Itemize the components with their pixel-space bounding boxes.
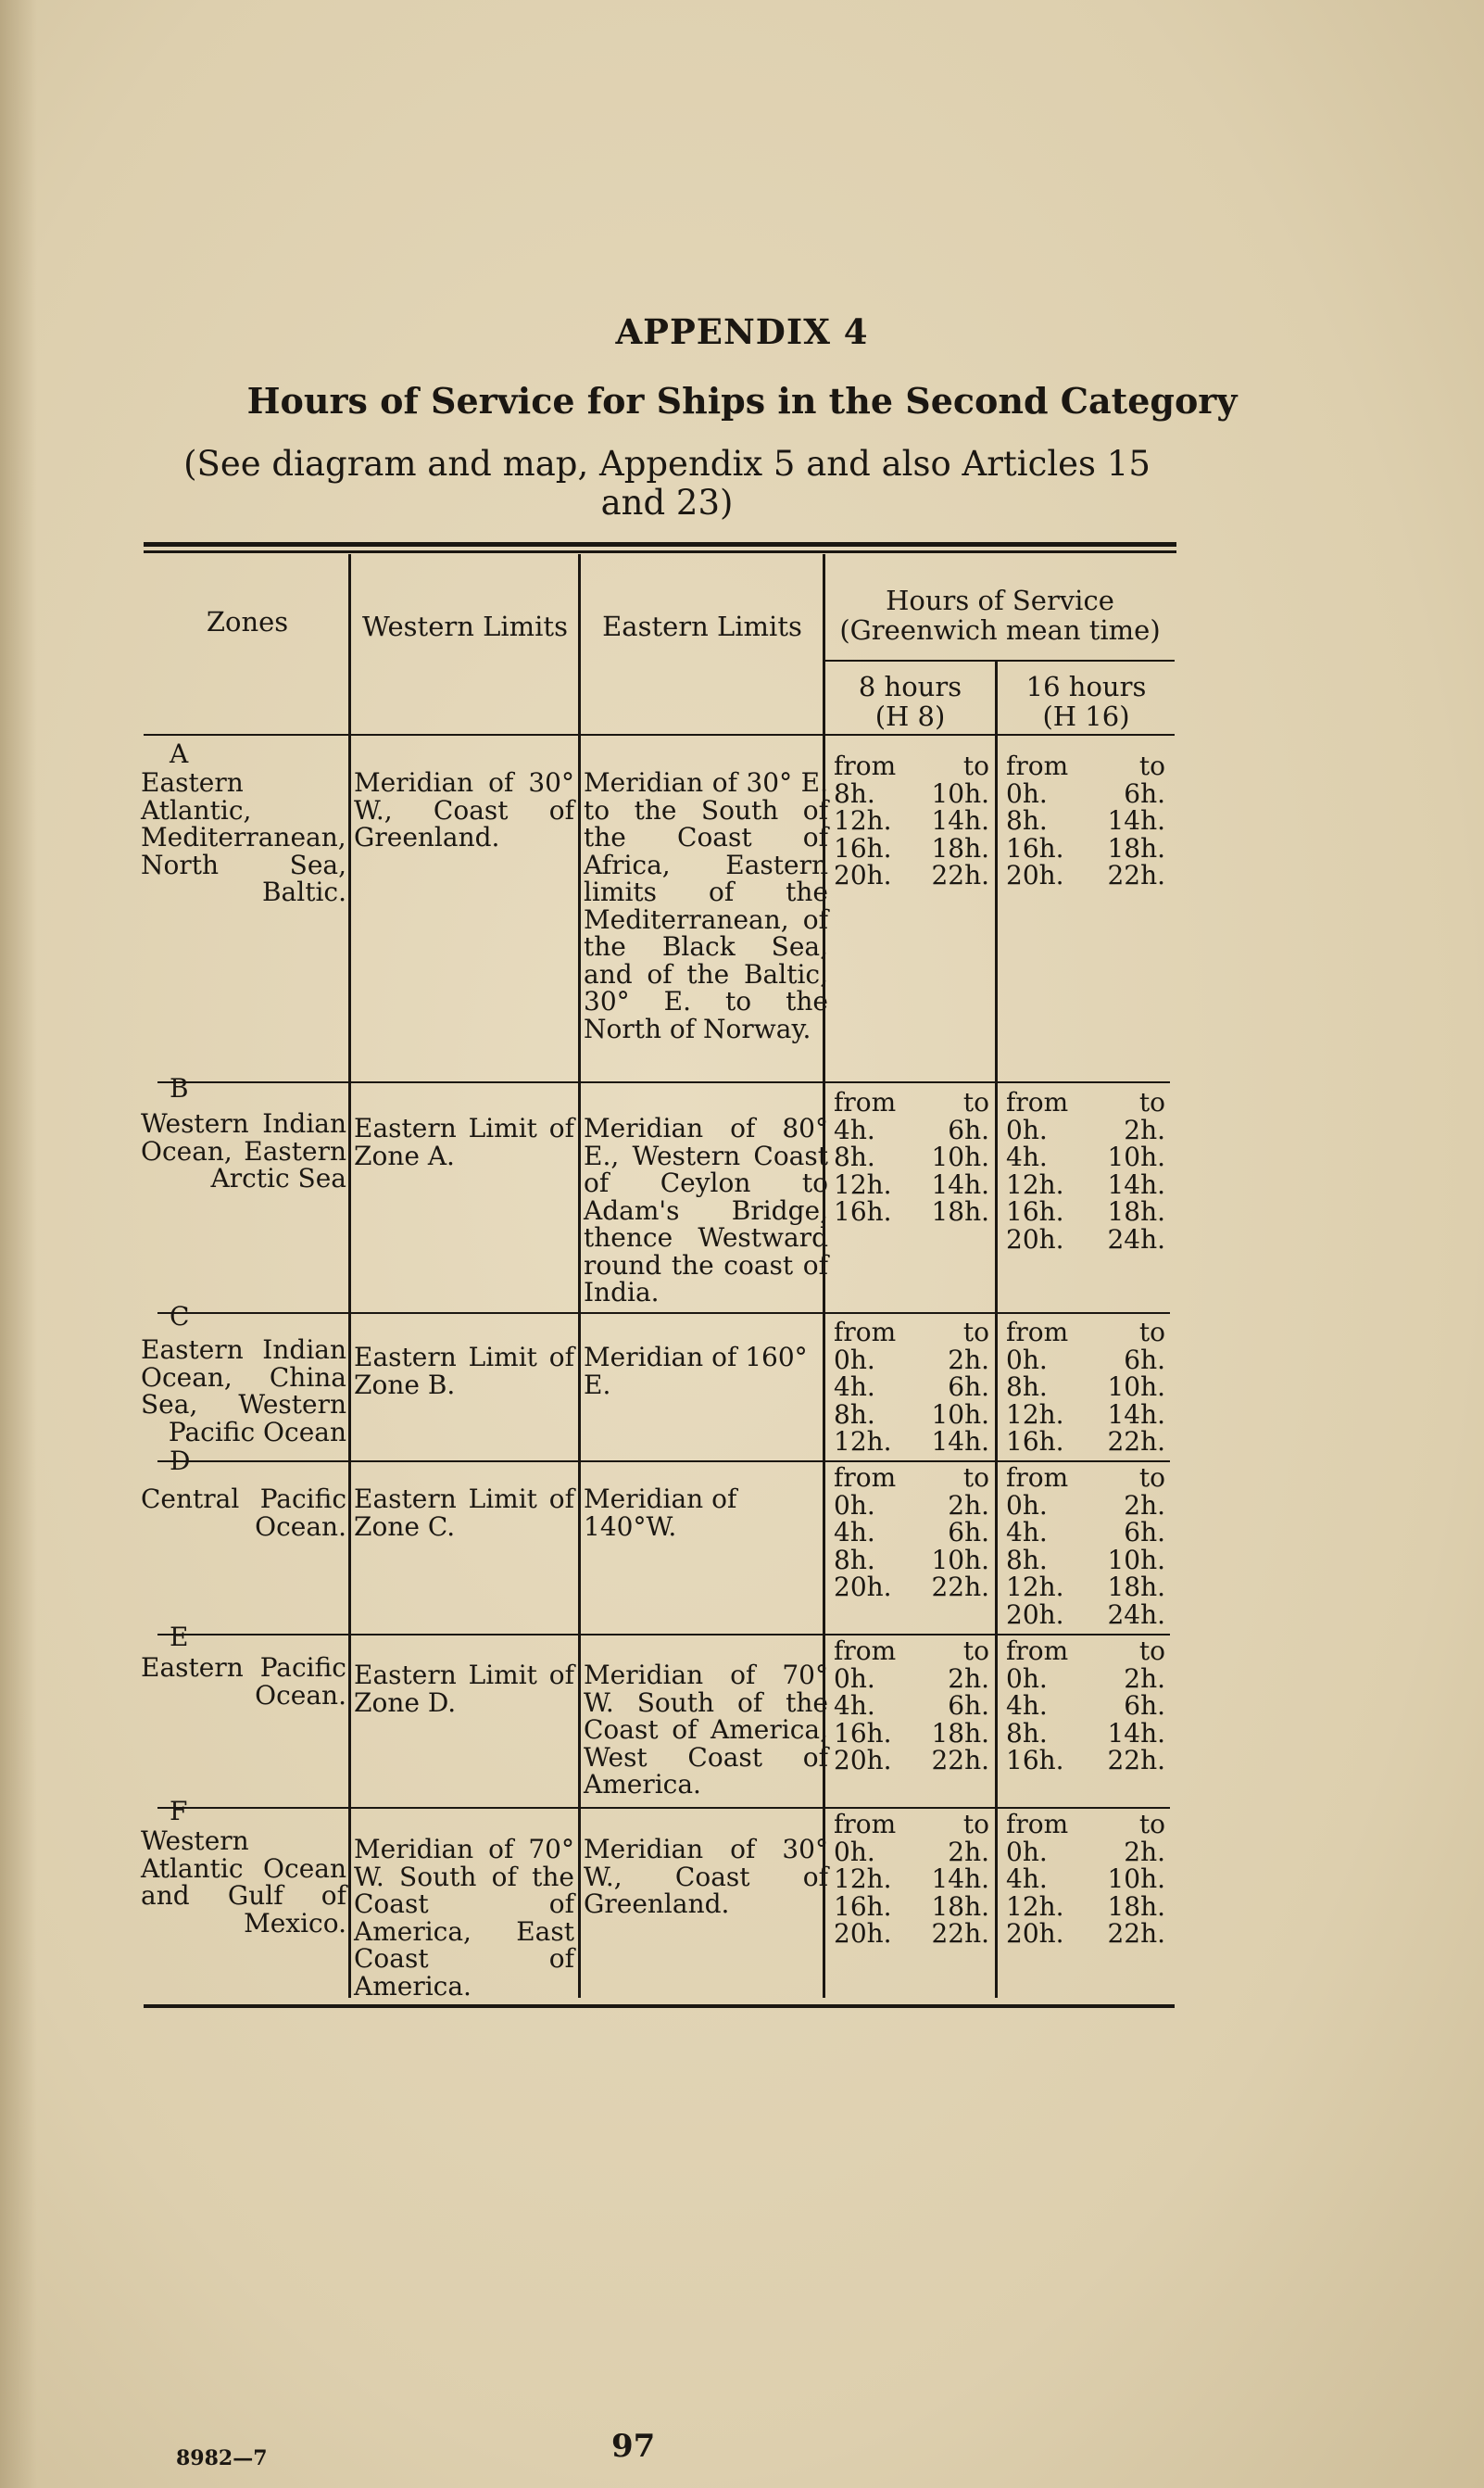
- hour-to: 22h.: [931, 1745, 989, 1775]
- hour-to: 14h.: [931, 805, 989, 836]
- eastern-limit: Meridian of 70° W. South of the Coast of America, West Coast of America.: [584, 1660, 828, 1800]
- table-caption: Hours of Service for Ships in the Second Category: [246, 380, 1238, 422]
- hours-16: [1006, 1464, 1165, 1628]
- hour-range: [1006, 1692, 1165, 1720]
- hour-to: 10h.: [1107, 1544, 1165, 1575]
- zone-name: Eastern Pacific Ocean.: [141, 1652, 346, 1711]
- header-16-hours-line-2: (H 16): [1042, 701, 1130, 732]
- to-label: to: [1138, 1317, 1165, 1347]
- hour-from: 16h.: [834, 1196, 892, 1227]
- zone-letter: F: [170, 1796, 188, 1826]
- zone-name: Western Indian Ocean, Eastern Arctic Sea: [141, 1108, 346, 1193]
- to-label: to: [1138, 1087, 1165, 1118]
- hour-range: [1006, 1717, 1165, 1749]
- zone-name: Eastern Atlantic, Mediterranean, North Sea, Baltic.: [141, 767, 346, 907]
- hour-range: [1006, 1143, 1165, 1171]
- hour-range: [1006, 1398, 1165, 1430]
- to-label: to: [962, 1087, 989, 1118]
- hour-range: [1006, 1838, 1165, 1866]
- hour-from: 20h.: [834, 1918, 892, 1949]
- hour-from: 8h.: [1006, 805, 1048, 836]
- header-hours-line-2: (Greenwich mean time): [839, 614, 1161, 646]
- hour-from: 8h.: [1006, 1371, 1048, 1402]
- from-to-header: [834, 1319, 989, 1346]
- hours-16: [1006, 1319, 1165, 1456]
- from-label: from: [1006, 1462, 1069, 1493]
- hour-to: 6h.: [948, 1371, 989, 1402]
- hours-8: [834, 752, 989, 890]
- hour-to: 14h.: [931, 1426, 989, 1457]
- reference-note-line-2: and 23): [600, 483, 734, 523]
- hour-range: [834, 1920, 989, 1948]
- hour-range: [1006, 1373, 1165, 1401]
- from-label: from: [834, 1317, 897, 1347]
- hour-from: 4h.: [834, 1517, 875, 1547]
- header-16-hours: [998, 672, 1175, 731]
- header-16-hours-line-1: 16 hours: [1025, 671, 1147, 702]
- from-label: from: [1006, 751, 1069, 781]
- hour-from: 20h.: [834, 1572, 892, 1602]
- western-limit: Eastern Limit of Zone A.: [354, 1113, 574, 1171]
- hour-range: [1006, 832, 1165, 864]
- hour-from: 20h.: [1006, 1598, 1064, 1630]
- hour-range: [834, 862, 989, 890]
- hours-16: [1006, 1089, 1165, 1253]
- western-limit: Eastern Limit of Zone B.: [354, 1342, 574, 1400]
- hours-8: [834, 1319, 989, 1456]
- hour-from: 12h.: [1006, 1572, 1064, 1602]
- hour-from: 20h.: [834, 860, 892, 890]
- hour-range: [1006, 1519, 1165, 1547]
- to-label: to: [1138, 1809, 1165, 1839]
- hour-from: 4h.: [834, 1690, 875, 1721]
- eastern-limit: Meridian of 80° E., Western Coast of Ceylon to Adam's Bridge, thence Westward round the coast of India.: [584, 1113, 828, 1307]
- hour-range: [1006, 1223, 1165, 1255]
- hour-range: [834, 1143, 989, 1171]
- from-label: from: [834, 1809, 897, 1839]
- to-label: to: [962, 751, 989, 781]
- hour-range: [1006, 1114, 1165, 1145]
- hour-from: 0h.: [834, 1344, 875, 1375]
- hour-from: 12h.: [834, 1863, 892, 1894]
- hour-range: [1006, 1428, 1165, 1456]
- hour-from: 4h.: [834, 1114, 875, 1145]
- hour-to: 18h.: [931, 1890, 989, 1922]
- hour-to: 18h.: [1107, 1572, 1165, 1602]
- hour-to: 22h.: [931, 1572, 989, 1602]
- hour-range: [834, 1519, 989, 1547]
- hour-range: [834, 1428, 989, 1456]
- hour-to: 6h.: [1124, 1690, 1165, 1721]
- appendix-title: APPENDIX 4: [615, 311, 869, 352]
- hour-range: [1006, 1662, 1165, 1694]
- header-8-hours-line-2: (H 8): [874, 701, 946, 732]
- hour-from: 8h.: [834, 1544, 875, 1575]
- hour-range: [834, 1865, 989, 1893]
- hour-range: [834, 807, 989, 835]
- hour-to: 22h.: [931, 860, 989, 890]
- western-limit: Eastern Limit of Zone D.: [354, 1660, 574, 1718]
- hour-to: 10h.: [931, 777, 989, 809]
- to-label: to: [962, 1462, 989, 1493]
- hour-range: [834, 1398, 989, 1430]
- zone-name: Western Atlantic Ocean and Gulf of Mexico.: [141, 1825, 346, 1939]
- from-to-header: [1006, 1464, 1165, 1492]
- to-label: to: [1138, 1462, 1165, 1493]
- hour-range: [1006, 1920, 1165, 1948]
- hour-from: 16h.: [834, 1717, 892, 1749]
- hour-to: 10h.: [1107, 1863, 1165, 1894]
- header-western-limits: Western Limits: [362, 611, 568, 642]
- hour-to: 24h.: [1107, 1223, 1165, 1255]
- hour-from: 0h.: [1006, 1662, 1048, 1694]
- eastern-limit: Meridian of 140°W.: [584, 1484, 737, 1542]
- from-label: from: [1006, 1087, 1069, 1118]
- hour-to: 22h.: [1107, 1426, 1165, 1457]
- hour-to: 10h.: [1107, 1142, 1165, 1172]
- hour-to: 18h.: [931, 1196, 989, 1227]
- hour-range: [834, 1890, 989, 1922]
- hour-from: 12h.: [1006, 1398, 1064, 1430]
- hour-from: 0h.: [1006, 1489, 1048, 1521]
- hour-range: [1006, 1747, 1165, 1774]
- western-limit: Meridian of 70° W. South of the Coast of America, East Coast of America.: [354, 1834, 574, 2002]
- hour-from: 12h.: [1006, 1890, 1064, 1922]
- hours-8: [834, 1811, 989, 1948]
- header-zones: Zones: [206, 606, 289, 638]
- from-label: from: [1006, 1317, 1069, 1347]
- hour-range: [834, 1198, 989, 1226]
- hour-from: 8h.: [1006, 1717, 1048, 1749]
- hour-from: 0h.: [1006, 1836, 1048, 1867]
- hour-to: 6h.: [1124, 1344, 1165, 1375]
- hour-from: 4h.: [1006, 1690, 1048, 1721]
- from-label: from: [834, 1462, 897, 1493]
- header-bottom-rule: [144, 734, 1175, 736]
- hour-from: 16h.: [834, 1890, 892, 1922]
- hour-range: [1006, 777, 1165, 809]
- hour-to: 14h.: [1107, 1398, 1165, 1430]
- hour-range: [1006, 1198, 1165, 1226]
- hour-from: 16h.: [1006, 1196, 1064, 1227]
- zone-letter: D: [170, 1446, 191, 1476]
- hour-to: 10h.: [931, 1544, 989, 1575]
- hour-range: [834, 1692, 989, 1720]
- hour-to: 2h.: [1124, 1836, 1165, 1867]
- from-label: from: [1006, 1636, 1069, 1666]
- column-rule: [578, 554, 581, 1998]
- hour-to: 18h.: [1107, 1890, 1165, 1922]
- to-label: to: [962, 1809, 989, 1839]
- hour-to: 18h.: [1107, 832, 1165, 864]
- hour-from: 0h.: [1006, 777, 1048, 809]
- hour-to: 24h.: [1107, 1598, 1165, 1630]
- from-to-header: [1006, 1319, 1165, 1346]
- hour-to: 14h.: [1107, 1168, 1165, 1200]
- hour-to: 6h.: [1124, 1517, 1165, 1547]
- hour-to: 14h.: [931, 1863, 989, 1894]
- hour-to: 10h.: [931, 1398, 989, 1430]
- table-bottom-rule: [144, 2004, 1175, 2008]
- hour-from: 0h.: [834, 1662, 875, 1694]
- hours-8: [834, 1089, 989, 1226]
- from-label: from: [834, 751, 897, 781]
- reference-note: [144, 445, 1190, 523]
- hour-range: [1006, 1489, 1165, 1521]
- hour-from: 20h.: [834, 1745, 892, 1775]
- hour-from: 4h.: [1006, 1863, 1048, 1894]
- hour-to: 2h.: [1124, 1489, 1165, 1521]
- hour-range: [834, 1114, 989, 1145]
- header-eastern-limits: Eastern Limits: [602, 611, 802, 642]
- header-rule: [823, 660, 1175, 662]
- zone-letter: E: [170, 1622, 189, 1652]
- hour-range: [1006, 1890, 1165, 1922]
- hour-from: 4h.: [1006, 1517, 1048, 1547]
- hour-from: 4h.: [1006, 1142, 1048, 1172]
- hour-from: 12h.: [1006, 1168, 1064, 1200]
- zone-name: Central Pacific Ocean.: [141, 1484, 346, 1542]
- hour-range: [834, 1573, 989, 1601]
- from-label: from: [834, 1636, 897, 1666]
- hour-range: [834, 1168, 989, 1200]
- from-label: from: [834, 1087, 897, 1118]
- hour-range: [834, 832, 989, 864]
- hours-16: [1006, 752, 1165, 890]
- hour-to: 18h.: [1107, 1196, 1165, 1227]
- hour-to: 2h.: [948, 1662, 989, 1694]
- header-8-hours: [825, 672, 995, 731]
- from-to-header: [1006, 1637, 1165, 1665]
- to-label: to: [1138, 1636, 1165, 1666]
- to-label: to: [1138, 751, 1165, 781]
- hour-to: 22h.: [1107, 860, 1165, 890]
- zone-letter: C: [170, 1301, 190, 1332]
- hours-8: [834, 1464, 989, 1601]
- hour-to: 6h.: [1124, 777, 1165, 809]
- hours-8: [834, 1637, 989, 1774]
- from-to-header: [834, 1089, 989, 1117]
- hour-from: 12h.: [834, 805, 892, 836]
- page-number: 97: [611, 2428, 656, 2465]
- from-to-header: [834, 752, 989, 780]
- hour-from: 8h.: [834, 1142, 875, 1172]
- hour-range: [1006, 1168, 1165, 1200]
- hour-from: 12h.: [834, 1168, 892, 1200]
- hour-range: [834, 1717, 989, 1749]
- hour-range: [1006, 1346, 1165, 1374]
- hour-to: 6h.: [948, 1114, 989, 1145]
- eastern-limit: Meridian of 30° W., Coast of Greenland.: [584, 1834, 828, 1919]
- hour-from: 0h.: [834, 1836, 875, 1867]
- from-to-header: [834, 1464, 989, 1492]
- book-gutter: [0, 0, 37, 2488]
- hour-range: [834, 1544, 989, 1575]
- western-limit: Eastern Limit of Zone C.: [354, 1484, 574, 1542]
- hour-to: 6h.: [948, 1690, 989, 1721]
- hour-to: 10h.: [1107, 1371, 1165, 1402]
- hour-range: [1006, 1865, 1165, 1893]
- hour-to: 2h.: [1124, 1114, 1165, 1145]
- hour-to: 18h.: [931, 1717, 989, 1749]
- hour-from: 16h.: [1006, 1745, 1064, 1775]
- hour-range: [1006, 807, 1165, 835]
- hour-from: 16h.: [834, 832, 892, 864]
- hour-range: [834, 1489, 989, 1521]
- eastern-limit: Meridian of 160° E.: [584, 1342, 808, 1400]
- from-to-header: [834, 1811, 989, 1838]
- hour-from: 0h.: [834, 1489, 875, 1521]
- from-to-header: [1006, 1089, 1165, 1117]
- row-rule: [157, 1312, 1170, 1314]
- hour-from: 20h.: [1006, 860, 1064, 890]
- hour-range: [834, 1747, 989, 1774]
- row-rule: [157, 1081, 1170, 1083]
- hour-from: 8h.: [834, 1398, 875, 1430]
- zone-letter: A: [170, 739, 189, 769]
- hour-to: 2h.: [948, 1344, 989, 1375]
- hour-range: [834, 1346, 989, 1374]
- hours-16: [1006, 1637, 1165, 1774]
- column-rule: [995, 660, 998, 1998]
- hour-from: 0h.: [1006, 1114, 1048, 1145]
- print-code: 8982—7: [176, 2446, 268, 2470]
- hour-to: 2h.: [1124, 1662, 1165, 1694]
- hour-to: 22h.: [1107, 1918, 1165, 1949]
- from-to-header: [1006, 1811, 1165, 1838]
- hour-to: 10h.: [931, 1142, 989, 1172]
- hour-to: 14h.: [1107, 1717, 1165, 1749]
- hour-range: [1006, 1544, 1165, 1575]
- hour-to: 22h.: [931, 1918, 989, 1949]
- column-rule: [348, 554, 351, 1998]
- header-hours-of-service: [825, 586, 1175, 645]
- from-to-header: [1006, 752, 1165, 780]
- from-label: from: [1006, 1809, 1069, 1839]
- hour-from: 0h.: [1006, 1344, 1048, 1375]
- hour-from: 4h.: [834, 1371, 875, 1402]
- hour-from: 20h.: [1006, 1918, 1064, 1949]
- hour-from: 8h.: [1006, 1544, 1048, 1575]
- table-top-rule: [144, 542, 1176, 547]
- hour-range: [1006, 1598, 1165, 1630]
- hour-range: [1006, 1573, 1165, 1601]
- hour-from: 8h.: [834, 777, 875, 809]
- to-label: to: [962, 1317, 989, 1347]
- hour-range: [834, 1373, 989, 1401]
- hour-from: 16h.: [1006, 1426, 1064, 1457]
- hour-to: 2h.: [948, 1836, 989, 1867]
- hour-range: [834, 1838, 989, 1866]
- header-hours-line-1: Hours of Service: [886, 585, 1114, 616]
- hour-to: 22h.: [1107, 1745, 1165, 1775]
- hour-to: 14h.: [931, 1168, 989, 1200]
- eastern-limit: Meridian of 30° E. to the South of the Coast of Africa, Eastern limits of the Mediterranean, of the Black Sea, and of the Baltic, 30° E. to the North of Norway.: [584, 767, 828, 1044]
- hour-from: 12h.: [834, 1426, 892, 1457]
- zone-name: Eastern Indian Ocean, China Sea, Western Pacific Ocean: [141, 1334, 346, 1447]
- hours-16: [1006, 1811, 1165, 1948]
- hour-to: 2h.: [948, 1489, 989, 1521]
- to-label: to: [962, 1636, 989, 1666]
- hour-range: [834, 1662, 989, 1694]
- zone-letter: B: [170, 1073, 189, 1104]
- western-limit: Meridian of 30° W., Coast of Greenland.: [354, 767, 574, 852]
- hour-to: 18h.: [931, 832, 989, 864]
- hour-to: 14h.: [1107, 805, 1165, 836]
- hour-from: 16h.: [1006, 832, 1064, 864]
- header-8-hours-line-1: 8 hours: [858, 671, 962, 702]
- hour-range: [1006, 862, 1165, 890]
- hour-from: 20h.: [1006, 1223, 1064, 1255]
- table-top-rule-thin: [144, 550, 1176, 553]
- hour-to: 6h.: [948, 1517, 989, 1547]
- from-to-header: [834, 1637, 989, 1665]
- reference-note-line-1: (See diagram and map, Appendix 5 and also Articles 15: [183, 444, 1151, 484]
- hour-range: [834, 777, 989, 809]
